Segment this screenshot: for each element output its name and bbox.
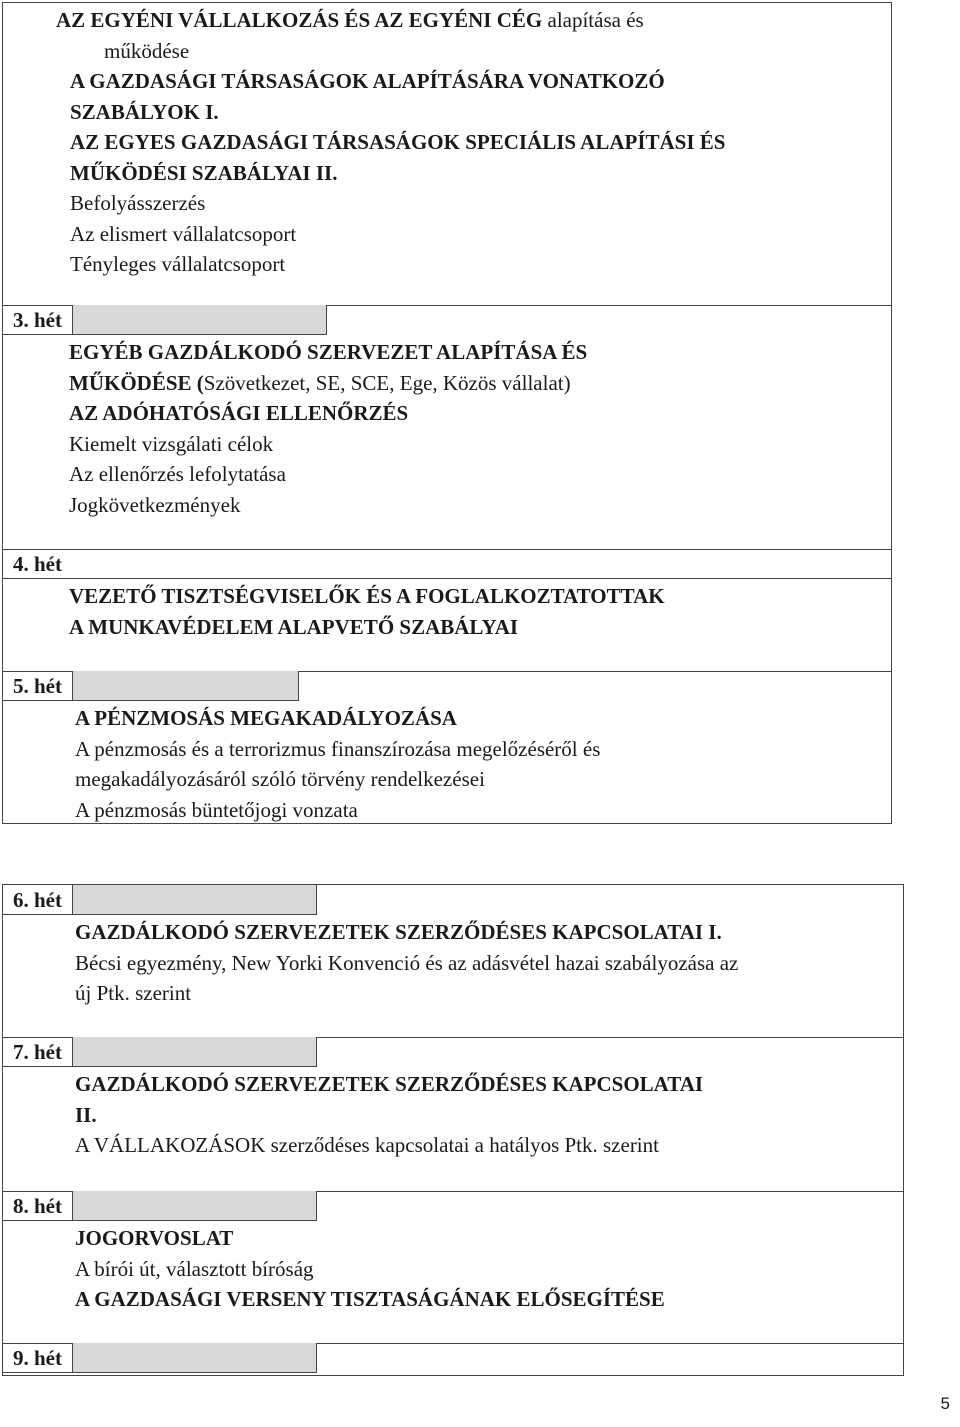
text-run: VEZETŐ TISZTSÉGVISELŐK ÉS A FOGLALKOZTATOTTAK xyxy=(69,584,665,608)
text-line xyxy=(70,249,285,279)
text-line xyxy=(75,948,738,978)
week8-label-fill xyxy=(73,1191,317,1221)
week3-label-fill xyxy=(73,305,327,335)
text-run: AZ EGYES GAZDASÁGI TÁRSASÁGOK SPECIÁLIS ALAPÍTÁSI ÉS xyxy=(70,130,726,154)
text-run: MŰKÖDÉSI SZABÁLYAI II. xyxy=(70,160,338,185)
text-run: Tényleges vállalatcsoport xyxy=(70,252,286,276)
text-line xyxy=(75,795,358,825)
text-line xyxy=(70,97,219,127)
text-run: Az ellenőrzés lefolytatása xyxy=(69,462,286,486)
text-run: A pénzmosás és a terrorizmus finanszírozása megelőzéséről és xyxy=(75,736,601,761)
text-run: Szövetkezet, SE, SCE, Ege, Közös vállalat) xyxy=(203,370,571,395)
text-run: Jogkövetkezmények xyxy=(69,492,241,517)
text-run: megakadályozásáról szóló törvény rendelkezései xyxy=(75,767,485,791)
week5-label-fill xyxy=(73,671,299,701)
text-line xyxy=(69,459,286,489)
text-run: A GAZDASÁGI TÁRSASÁGOK ALAPÍTÁSÁRA VONATKOZÓ xyxy=(70,69,665,93)
text-line xyxy=(104,36,189,66)
week5-label: 5. hét xyxy=(3,671,73,701)
text-line xyxy=(75,917,722,947)
text-run: AZ EGYÉNI VÁLLALKOZÁS ÉS AZ EGYÉNI CÉG xyxy=(56,8,543,32)
text-run: Bécsi egyezmény, New Yorki Konvenció és az adásvétel hazai szabályozása az xyxy=(75,950,739,975)
week9-label: 9. hét xyxy=(3,1343,73,1373)
week7-label-fill xyxy=(73,1037,317,1067)
text-run: A MUNKAVÉDELEM ALAPVETŐ SZABÁLYAI xyxy=(69,614,519,639)
text-line xyxy=(75,734,600,764)
text-run: Az elismert vállalatcsoport xyxy=(70,221,297,246)
text-line xyxy=(56,5,644,35)
text-run: EGYÉB GAZDÁLKODÓ SZERVEZET ALAPÍTÁSA ÉS xyxy=(69,340,588,364)
schedule-table-2 xyxy=(2,884,904,1376)
text-run: AZ ADÓHATÓSÁGI ELLENŐRZÉS xyxy=(69,401,409,425)
text-run: SZABÁLYOK I. xyxy=(70,99,219,124)
text-run: A PÉNZMOSÁS MEGAKADÁLYOZÁSA xyxy=(75,706,457,730)
text-run: A bírói út, választott bíróság xyxy=(75,1256,314,1281)
text-line xyxy=(69,490,240,520)
page-number: 5 xyxy=(940,1394,950,1413)
text-line xyxy=(69,612,518,642)
week3-label: 3. hét xyxy=(3,305,73,335)
text-line xyxy=(70,66,665,96)
text-run: Befolyásszerzés xyxy=(70,191,206,215)
text-run: JOGORVOSLAT xyxy=(75,1226,234,1250)
text-line xyxy=(70,127,725,157)
text-line xyxy=(75,1284,665,1314)
text-run: Kiemelt vizsgálati célok xyxy=(69,431,274,456)
text-line xyxy=(69,337,587,367)
text-line xyxy=(75,1069,703,1099)
text-line xyxy=(75,1130,659,1160)
week6-label-fill xyxy=(73,885,317,915)
text-line xyxy=(75,703,457,733)
week4-label: 4. hét xyxy=(3,549,891,579)
text-run: A VÁLLAKOZÁSOK szerződéses kapcsolatai a hatályos Ptk. szerint xyxy=(75,1133,659,1157)
week9-label-fill xyxy=(73,1343,317,1373)
week8-label: 8. hét xyxy=(3,1191,73,1221)
text-line xyxy=(70,219,296,249)
text-line xyxy=(75,1254,314,1284)
text-line xyxy=(75,1223,233,1253)
text-run: működése xyxy=(104,38,190,63)
schedule-table-1 xyxy=(2,2,892,824)
text-line xyxy=(70,158,337,188)
text-run: új Ptk. szerint xyxy=(75,981,192,1005)
week6-label: 6. hét xyxy=(3,885,73,915)
text-line xyxy=(75,1100,97,1130)
text-line xyxy=(69,398,408,428)
text-run: A pénzmosás büntetőjogi vonzata xyxy=(75,797,358,822)
text-run: GAZDÁLKODÓ SZERVEZETEK SZERZŐDÉSES KAPCSOLATAI xyxy=(75,1072,704,1096)
text-run: GAZDÁLKODÓ SZERVEZETEK SZERZŐDÉSES KAPCSOLATAI I. xyxy=(75,920,722,944)
text-run: alapítása és xyxy=(542,8,644,32)
text-line xyxy=(69,581,665,611)
week7-label: 7. hét xyxy=(3,1037,73,1067)
text-run: II. xyxy=(75,1102,97,1127)
text-line xyxy=(69,368,571,398)
text-run: A GAZDASÁGI VERSENY TISZTASÁGÁNAK ELŐSEGÍTÉSE xyxy=(75,1287,665,1311)
text-line xyxy=(75,764,485,794)
text-line xyxy=(75,978,191,1008)
text-line xyxy=(70,188,205,218)
text-run: MŰKÖDÉSE ( xyxy=(69,370,204,395)
text-line xyxy=(69,429,273,459)
